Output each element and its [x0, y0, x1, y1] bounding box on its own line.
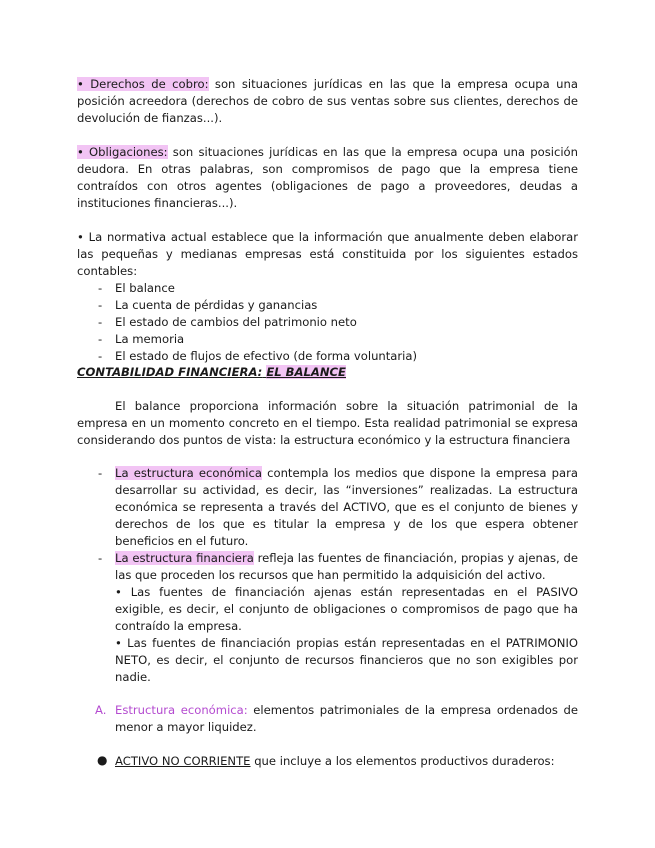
bullet-icon: ● — [97, 753, 108, 767]
alpha-marker: A. — [95, 703, 107, 717]
list-item: - La cuenta de pérdidas y ganancias — [77, 297, 578, 314]
list-item: - El estado de cambios del patrimonio neto — [77, 314, 578, 331]
estructura-economica-term: La estructura económica — [115, 466, 262, 480]
estructura-financiera-text: refleja las fuentes de financiación, propias y ajenas, de las que proceden los recursos que han permitido la adquisición del activo. — [115, 551, 578, 582]
estados-contables-list — [77, 280, 578, 365]
section-title-main: CONTABILIDAD FINANCIERA: — [77, 365, 263, 379]
estructura-economica-heading-term: Estructura económica: — [115, 703, 248, 717]
balance-intro — [77, 398, 578, 449]
estructura-economica-item — [77, 465, 578, 550]
section-title — [77, 364, 578, 381]
activo-no-corriente-text: que incluye a los elementos productivos duraderos: — [250, 754, 555, 768]
estructura-economica-text: contempla los medios que dispone la empresa para desarrollar su actividad, es decir, las “inversiones” realizadas. La estructura económica se representa a través del ACTIVO, que es el conjunto de bienes y derechos de los que es titular la empresa y de los que espera obtener beneficios en el futuro. — [115, 466, 578, 548]
patrimonio-subparagraph: • Las fuentes de financiación propias están representadas en el PATRIMONIO NETO, es decir, el conjunto de recursos financieros que no son exigibles por nadie. — [115, 636, 578, 684]
normativa-text: • La normativa actual establece que la información que anualmente deben elaborar las pequeñas y medianas empresas está constituida por los siguientes estados contables: — [77, 230, 578, 278]
section-title-highlight: EL BALANCE — [266, 365, 346, 379]
list-item: - El estado de flujos de efectivo (de forma voluntaria) — [77, 348, 578, 365]
balance-intro-text: El balance proporciona información sobre la situación patrimonial de la empresa en un momento concreto en el tiempo. Esta realidad patrimonial se expresa considerando dos puntos de vista: la estructura económico y la estructura financiera — [77, 399, 578, 447]
obligaciones-text: son situaciones jurídicas en las que la empresa ocupa una posición deudora. En otras palabras, son compromisos de pago que la empresa tiene contraídos con otros agentes (obligaciones de pago a proveedores, deudas a instituciones financieras...). — [77, 145, 579, 210]
estructura-financiera-item — [77, 550, 578, 686]
obligaciones-term: • Obligaciones: — [77, 145, 168, 159]
derechos-text: son situaciones jurídicas en las que la empresa ocupa una posición acreedora (derechos de cobro de sus ventas sobre sus clientes, derechos de devolución de fianzas...). — [77, 77, 578, 125]
estructura-financiera-term: La estructura financiera — [115, 551, 254, 565]
list-item: - La memoria — [77, 331, 578, 348]
list-item: - El balance — [77, 280, 578, 297]
pasivo-subparagraph: • Las fuentes de financiación ajenas están representadas en el PASIVO exigible, es decir, el conjunto de obligaciones o compromisos de pago que ha contraído la empresa. — [115, 585, 578, 633]
estructuras-list — [77, 465, 578, 686]
obligaciones-paragraph — [77, 144, 578, 212]
activo-no-corriente-item — [77, 753, 578, 770]
derechos-term: • Derechos de cobro: — [77, 77, 209, 91]
estructura-economica-heading-text: elementos patrimoniales de la empresa ordenados de menor a mayor liquidez. — [115, 703, 578, 734]
derechos-paragraph — [77, 76, 578, 127]
normativa-paragraph — [77, 229, 578, 365]
estructura-economica-heading — [77, 702, 578, 736]
activo-no-corriente-term: ACTIVO NO CORRIENTE — [115, 754, 251, 768]
